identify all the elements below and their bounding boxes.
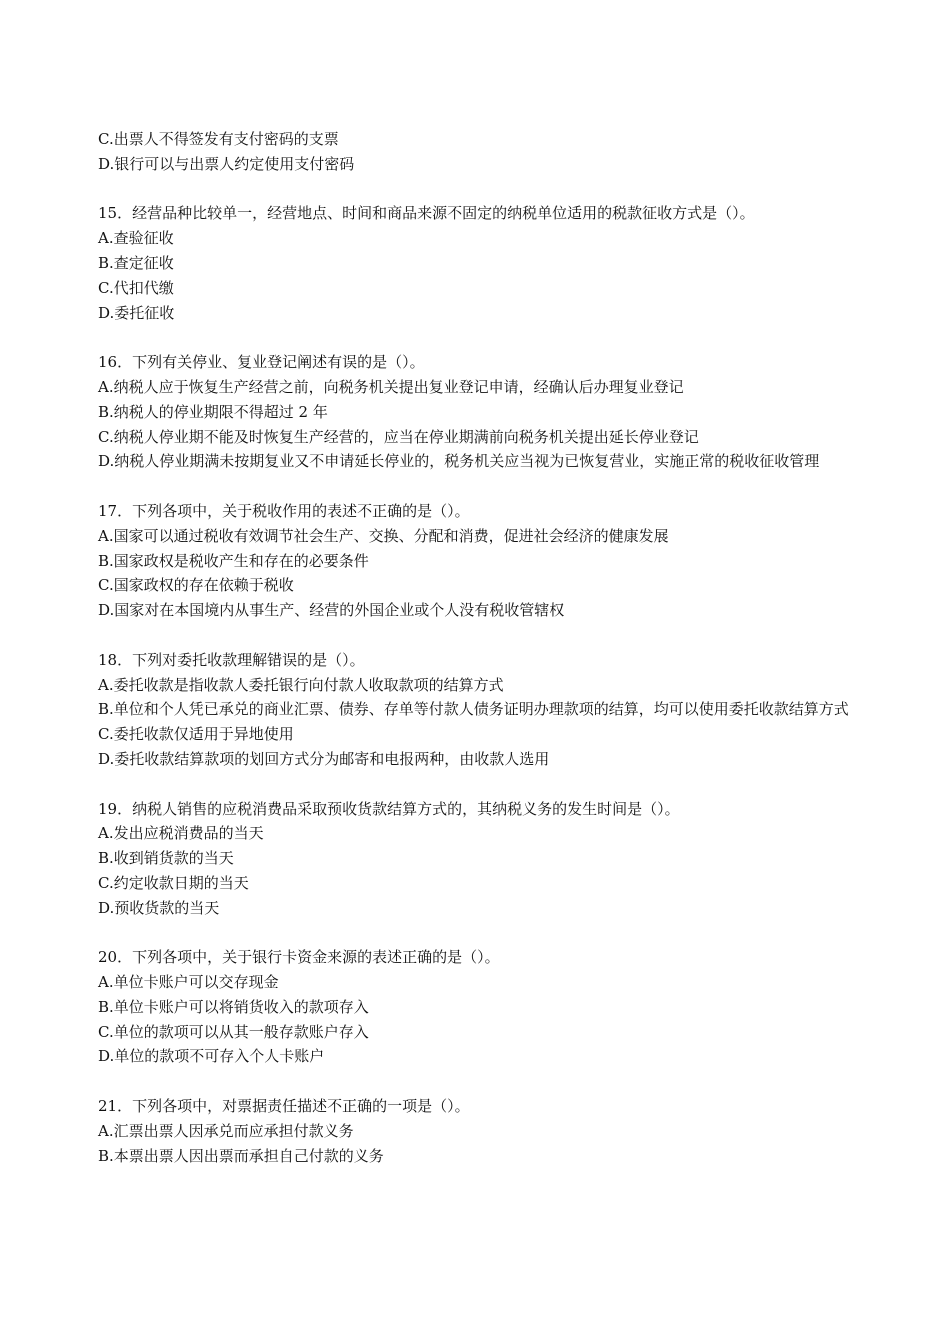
option-d: D.纳税人停业期满未按期复业又不申请延长停业的，税务机关应当视为已恢复营业，实施正常的税收征收管理: [98, 452, 820, 471]
option-a: A.国家可以通过税收有效调节社会生产、交换、分配和消费，促进社会经济的健康发展: [98, 526, 669, 545]
question-stem: 17．下列各项中，关于税收作用的表述不正确的是（）。: [98, 501, 470, 520]
option-c: C.约定收款日期的当天: [98, 873, 249, 892]
question-19: [98, 797, 858, 921]
question-stem: 20．下列各项中，关于银行卡资金来源的表述正确的是（）。: [98, 948, 500, 967]
question-stem: 18．下列对委托收款理解错误的是（）。: [98, 650, 365, 669]
option-d: D.银行可以与出票人约定使用支付密码: [98, 154, 355, 173]
option-b: B.国家政权是税收产生和存在的必要条件: [98, 551, 369, 570]
option-a: A.发出应税消费品的当天: [98, 824, 264, 843]
option-b: B.查定征收: [98, 253, 174, 272]
option-c: C.单位的款项可以从其一般存款账户存入: [98, 1022, 369, 1041]
option-d: D.单位的款项不可存入个人卡账户: [98, 1047, 325, 1066]
option-a: A.汇票出票人因承兑而应承担付款义务: [98, 1121, 354, 1140]
option-a: A.纳税人应于恢复生产经营之前，向税务机关提出复业登记申请，经确认后办理复业登记: [98, 377, 684, 396]
option-d: D.预收货款的当天: [98, 898, 220, 917]
option-c: C.国家政权的存在依赖于税收: [98, 576, 294, 595]
option-c: C.出票人不得签发有支付密码的支票: [98, 130, 339, 148]
option-d: D.委托收款结算款项的划回方式分为邮寄和电报两种，由收款人选用: [98, 749, 550, 768]
question-18: [98, 648, 858, 772]
option-c: C.代扣代缴: [98, 278, 174, 297]
question-stem: 15．经营品种比较单一，经营地点、时间和商品来源不固定的纳税单位适用的税款征收方式是（）。: [98, 204, 755, 223]
question-stem: 21．下列各项中，对票据责任描述不正确的一项是（）。: [98, 1097, 470, 1116]
question-20: [98, 945, 858, 1069]
question-14-remaining-options: [98, 127, 858, 177]
document-page: [98, 127, 858, 1193]
question-16: [98, 350, 858, 474]
option-a: A.单位卡账户可以交存现金: [98, 973, 279, 992]
option-b: B.收到销货款的当天: [98, 849, 234, 868]
question-17: [98, 499, 858, 623]
option-c: C.纳税人停业期不能及时恢复生产经营的，应当在停业期满前向税务机关提出延长停业登记: [98, 427, 699, 446]
question-15: [98, 201, 858, 325]
option-b: B.单位和个人凭已承兑的商业汇票、债券、存单等付款人债务证明办理款项的结算，均可以使用委托收款结算方式: [98, 700, 849, 719]
option-a: A.委托收款是指收款人委托银行向付款人收取款项的结算方式: [98, 675, 504, 694]
option-b: B.本票出票人因出票而承担自己付款的义务: [98, 1146, 384, 1165]
option-d: D.国家对在本国境内从事生产、经营的外国企业或个人没有税收管辖权: [98, 601, 565, 620]
option-d: D.委托征收: [98, 303, 175, 322]
question-stem: 16．下列有关停业、复业登记阐述有误的是（）。: [98, 353, 425, 372]
option-c: C.委托收款仅适用于异地使用: [98, 725, 294, 744]
question-stem: 19．纳税人销售的应税消费品采取预收货款结算方式的，其纳税义务的发生时间是（）。: [98, 799, 680, 818]
question-21: [98, 1094, 858, 1168]
option-a: A.查验征收: [98, 229, 174, 248]
option-b: B.单位卡账户可以将销货收入的款项存入: [98, 997, 369, 1016]
option-b: B.纳税人的停业期限不得超过 2 年: [98, 402, 328, 421]
